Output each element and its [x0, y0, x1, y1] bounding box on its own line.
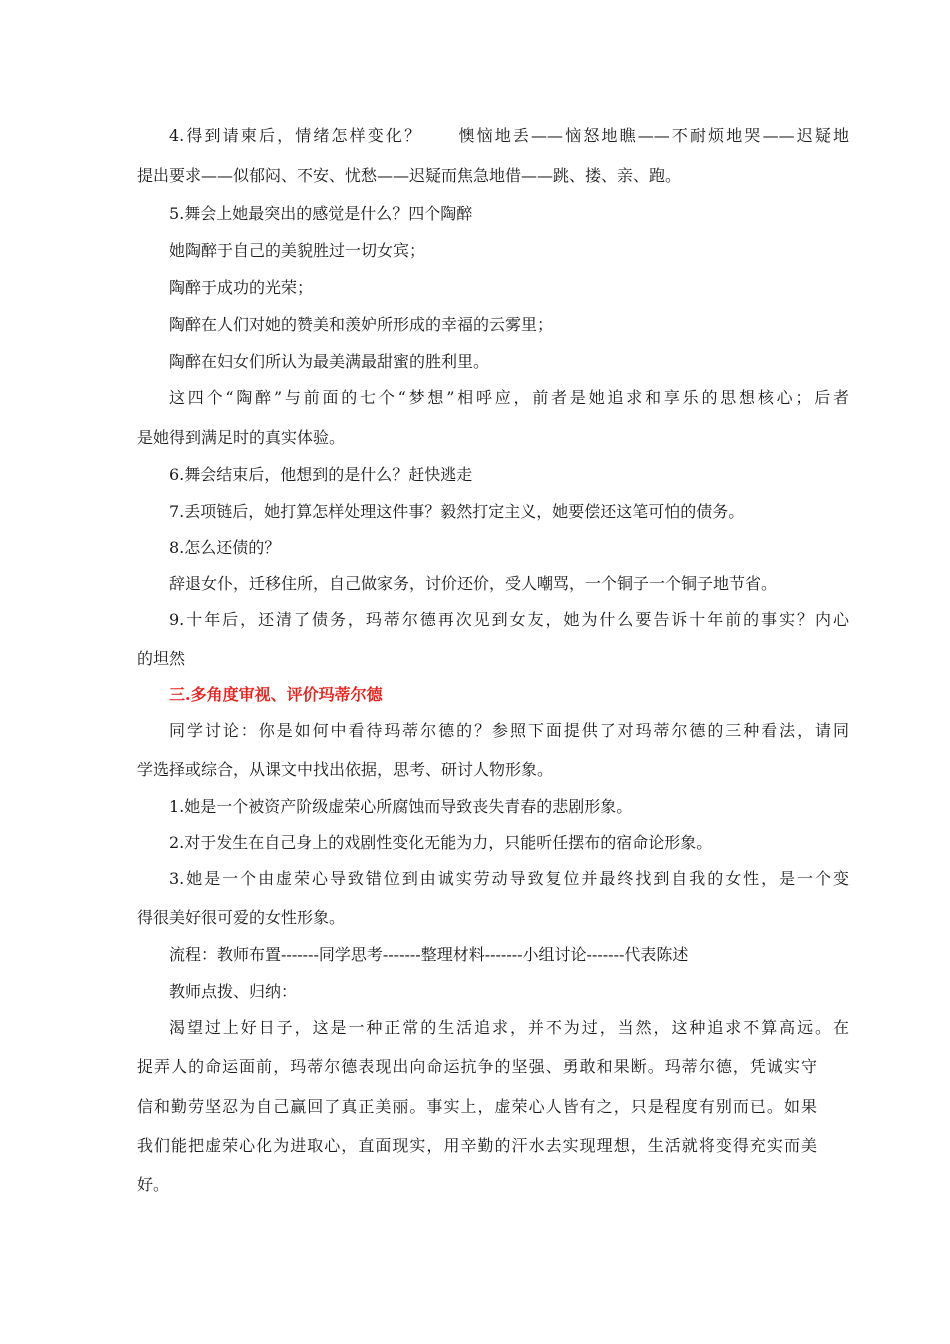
view-1: 1.她是一个被资产阶级虚荣心所腐蚀而导致丧失青春的悲剧形象。	[169, 797, 633, 816]
question-9-line-1: 9.十年后，还清了债务，玛蒂尔德再次见到女友，她为什么要告诉十年前的事实？内心	[169, 610, 849, 629]
view-2: 2.对于发生在自己身上的戏剧性变化无能为力，只能听任摆布的宿命论形象。	[169, 833, 713, 852]
question-5: 5.舞会上她最突出的感觉是什么？四个陶醉	[169, 204, 473, 223]
intoxication-2: 陶醉于成功的光荣；	[169, 278, 314, 297]
question-7: 7.丢项链后，她打算怎样处理这件事？毅然打定主义，她要偿还这笔可怕的债务。	[169, 502, 745, 521]
conclusion-line-2: 捉弄人的命运面前，玛蒂尔德表现出向命运抗争的坚强、勇敢和果断。玛蒂尔德，凭诚实守	[137, 1057, 817, 1076]
section-heading-3: 三.多角度审视、评价玛蒂尔德	[169, 685, 383, 704]
conclusion-line-3: 信和勤劳坚忍为自己赢回了真正美丽。事实上，虚荣心人皆有之，只是程度有别而已。如果	[137, 1097, 817, 1116]
conclusion-line-4: 我们能把虚荣心化为进取心，直面现实，用辛勤的汗水去实现理想，生活就将变得充实而美	[137, 1136, 817, 1155]
intoxication-summary-line-2: 是她得到满足时的真实体验。	[137, 428, 346, 447]
intoxication-1: 她陶醉于自己的美貌胜过一切女宾；	[169, 241, 426, 260]
intoxication-3: 陶醉在人们对她的赞美和羡妒所形成的幸福的云雾里；	[169, 315, 554, 334]
question-8: 8.怎么还债的？	[169, 538, 281, 557]
conclusion-line-1: 渴望过上好日子，这是一种正常的生活追求，并不为过，当然，这种追求不算高远。在	[169, 1018, 849, 1037]
process-line: 流程：教师布置-------同学思考-------整理材料-------小组讨论-------代表陈述	[169, 945, 689, 964]
discussion-line-2: 学选择或综合，从课文中找出依据，思考、研讨人物形象。	[137, 760, 554, 779]
teacher-summary-label: 教师点拨、归纳：	[169, 982, 298, 1001]
question-4-line-2: 提出要求——似郁闷、不安、忧愁——迟疑而焦急地借——跳、搂、亲、跑。	[137, 166, 682, 185]
conclusion-line-5: 好。	[137, 1175, 170, 1194]
view-3-line-2: 得很美好很可爱的女性形象。	[137, 908, 346, 927]
intoxication-4: 陶醉在妇女们所认为最美满最甜蜜的胜利里。	[169, 352, 490, 371]
view-3-line-1: 3.她是一个由虚荣心导致错位到由诚实劳动导致复位并最终找到自我的女性，是一个变	[169, 869, 849, 888]
question-8-answer: 辞退女仆，迁移住所，自己做家务，讨价还价，受人嘲骂，一个铜子一个铜子地节省。	[169, 574, 778, 593]
discussion-line-1: 同学讨论：你是如何中看待玛蒂尔德的？参照下面提供了对玛蒂尔德的三种看法，请同	[169, 721, 849, 740]
question-6: 6.舞会结束后，他想到的是什么？赶快逃走	[169, 465, 473, 484]
question-4-line-1: 4.得到请柬后，情绪怎样变化？ 懊恼地丢——恼怒地瞧——不耐烦地哭——迟疑地	[169, 126, 849, 145]
question-9-line-2: 的坦然	[137, 649, 186, 668]
intoxication-summary-line-1: 这四个“陶醉”与前面的七个“梦想”相呼应，前者是她追求和享乐的思想核心；后者	[169, 388, 849, 407]
